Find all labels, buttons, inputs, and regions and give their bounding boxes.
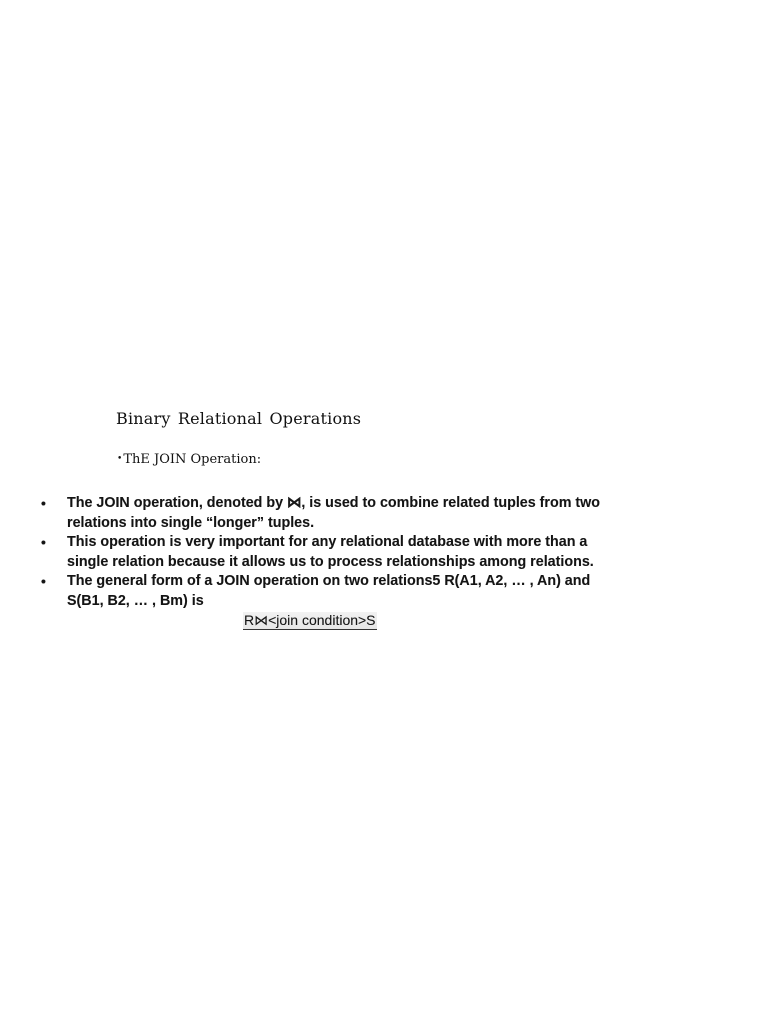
subheading-bullet: • [117, 454, 123, 464]
list-item-text: The JOIN operation, denoted by ⋈, is used to combine related tuples from two relations into single “longer” tuples. [67, 495, 601, 531]
list-item [40, 572, 620, 611]
list-item-text: The general form of a JOIN operation on two relations5 R(A1, A2, … , An) and S(B1, B2, … , Bm) is [67, 573, 591, 609]
subheading-text: ThE JOIN Operation: [123, 452, 262, 467]
list-item [40, 533, 620, 572]
list-bullet: • [41, 534, 46, 551]
list-bullet: • [41, 573, 46, 590]
bullet-list [40, 494, 620, 612]
section-heading: Binary Relational Operations [116, 409, 362, 428]
join-formula: R⋈<join condition>S [244, 611, 376, 628]
list-item [40, 494, 620, 533]
scanned-text-block [40, 494, 620, 632]
formula-row [40, 612, 620, 632]
list-item-text: This operation is very important for any relational database with more than a single relation because it allows us to process relationships among relations. [67, 534, 594, 570]
subheading [117, 452, 261, 467]
list-bullet: • [41, 495, 46, 511]
